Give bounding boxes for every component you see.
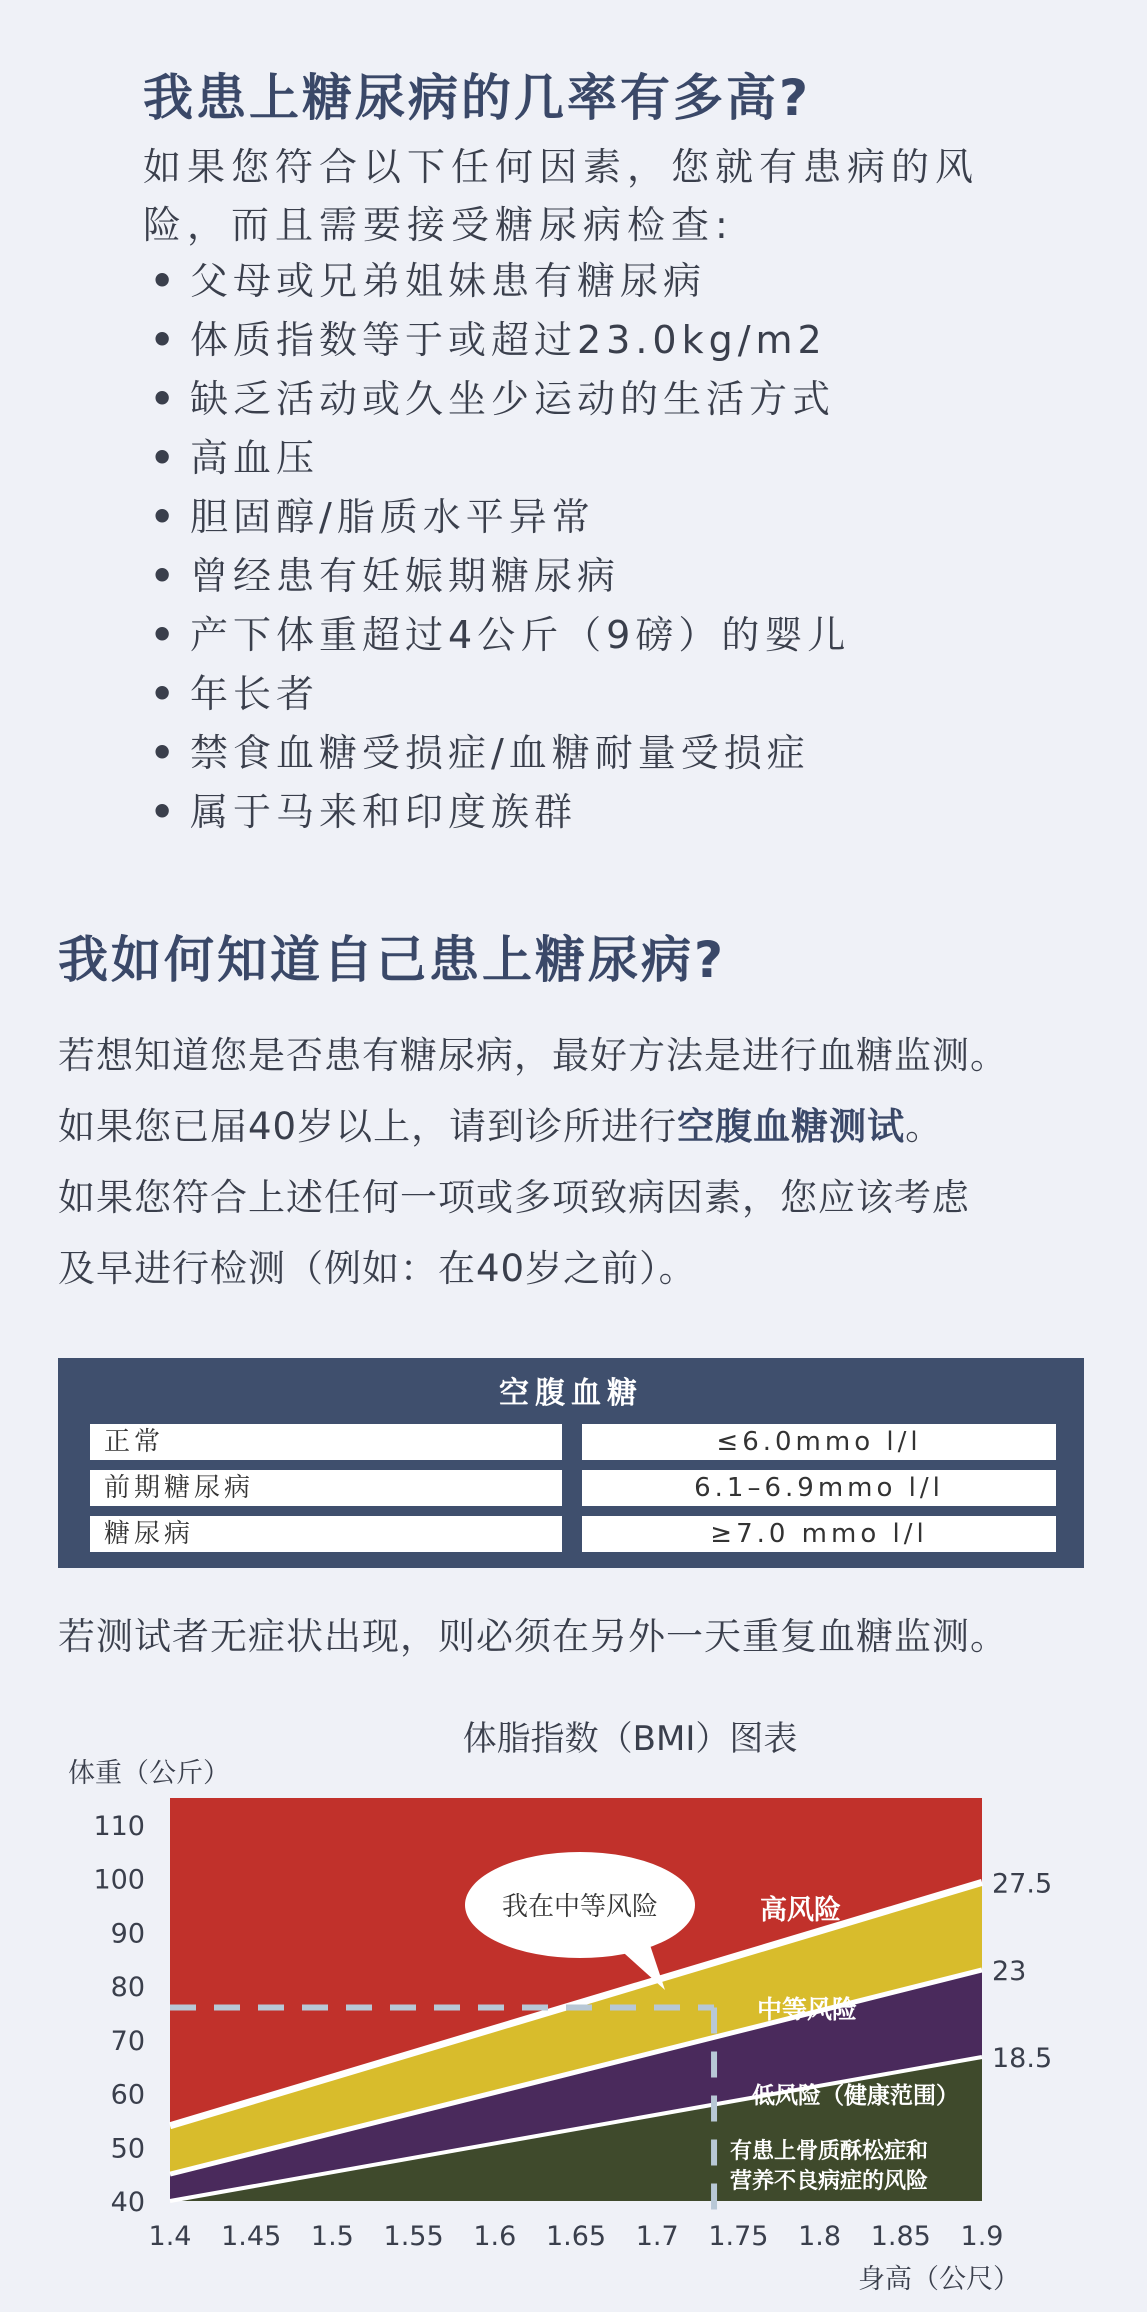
y-axis-label: 体重（公斤）	[68, 1758, 230, 1789]
bullet-icon: •	[150, 495, 180, 539]
zone-label-medium: 中等风险	[757, 1995, 858, 2024]
x-tick-label: 1.6	[473, 2221, 517, 2252]
bullet-icon: •	[150, 613, 180, 657]
diagnosis-line: 若想知道您是否患有糖尿病，最好方法是进行血糖监测。	[58, 1034, 1008, 1077]
table-cell-value: ≤6.0mmo l/l	[582, 1424, 1056, 1460]
zone-label-low: 低风险（健康范围）	[752, 2083, 959, 2109]
y-tick-label: 70	[110, 2025, 145, 2057]
list-item	[150, 724, 850, 783]
x-tick-label: 1.4	[148, 2221, 192, 2252]
risk-factor-text: 胆固醇/脂质水平异常	[190, 495, 595, 539]
table-cell-label: 正常	[90, 1424, 562, 1460]
bullet-icon: •	[150, 731, 180, 775]
section-title-diagnosis: 我如何知道自己患上糖尿病?	[58, 931, 727, 989]
diagnosis-line: 及早进行检测（例如：在40岁之前）。	[58, 1247, 697, 1290]
bullet-icon: •	[150, 672, 180, 716]
table-cell-label: 前期糖尿病	[90, 1470, 562, 1506]
risk-factor-text: 体质指数等于或超过23.0kg/m2	[190, 318, 827, 362]
x-axis-label: 身高（公尺）	[858, 2264, 1020, 2295]
y-tick-label: 40	[110, 2187, 145, 2218]
risk-intro-line: 险，而且需要接受糖尿病检查:	[143, 203, 734, 247]
y-tick-label: 80	[110, 1972, 145, 2004]
risk-factor-text: 曾经患有妊娠期糖尿病	[190, 554, 621, 598]
y-tick-label: 50	[110, 2133, 145, 2165]
bullet-icon: •	[150, 554, 180, 598]
zone-label-underweight: 有患上骨质酥松症和	[730, 2139, 929, 2164]
x-tick-label: 1.75	[708, 2221, 769, 2252]
list-item	[150, 429, 850, 488]
diagnosis-text: 。	[905, 1105, 944, 1148]
list-item	[150, 252, 850, 311]
risk-factor-list	[150, 252, 850, 842]
chart-title: 体脂指数（BMI）图表	[462, 1719, 798, 1759]
list-item	[150, 665, 850, 724]
section-title-risk: 我患上糖尿病的几率有多高?	[143, 69, 812, 127]
bmi-boundary-label: 23	[992, 1955, 1027, 1987]
table-title: 空腹血糖	[499, 1376, 643, 1411]
risk-factor-text: 禁食血糖受损症/血糖耐量受损症	[190, 731, 810, 775]
table-row	[90, 1516, 1056, 1552]
list-item	[150, 547, 850, 606]
list-item	[150, 370, 850, 429]
risk-factor-text: 年长者	[190, 672, 320, 716]
bullet-icon: •	[150, 259, 180, 303]
diagnosis-line: 如果您符合上述任何一项或多项致病因素，您应该考虑	[58, 1176, 970, 1219]
y-axis-ticks	[93, 1811, 145, 2218]
bullet-icon: •	[150, 377, 180, 421]
y-tick-label: 100	[93, 1864, 145, 1896]
x-tick-label: 1.9	[960, 2221, 1004, 2252]
risk-factor-text: 高血压	[190, 436, 320, 480]
table-cell-value: 6.1–6.9mmo l/l	[582, 1470, 1056, 1506]
x-tick-label: 1.7	[635, 2221, 679, 2252]
diagnosis-paragraph	[58, 1020, 1118, 1304]
risk-factor-text: 父母或兄弟姐妹患有糖尿病	[190, 259, 707, 303]
retest-note: 若测试者无症状出现，则必须在另外一天重复血糖监测。	[58, 1615, 1008, 1658]
x-tick-label: 1.55	[383, 2221, 444, 2252]
fasting-test-emphasis: 空腹血糖测试	[677, 1105, 906, 1148]
risk-factor-text: 缺乏活动或久坐少运动的生活方式	[190, 377, 836, 421]
x-tick-label: 1.65	[545, 2221, 607, 2252]
risk-intro	[143, 138, 1043, 254]
y-tick-label: 60	[110, 2079, 145, 2111]
bmi-chart	[0, 1700, 1147, 2312]
bmi-boundary-label: 27.5	[992, 1868, 1053, 1900]
y-tick-label: 90	[110, 1918, 145, 1950]
x-tick-label: 1.8	[798, 2221, 842, 2252]
list-item	[150, 488, 850, 547]
bmi-boundary-labels	[992, 1868, 1052, 2074]
table-row	[90, 1470, 1056, 1506]
risk-intro-line: 如果您符合以下任何因素，您就有患病的风	[143, 145, 980, 189]
bullet-icon: •	[150, 436, 180, 480]
diagnosis-line	[58, 1091, 1118, 1162]
list-item	[150, 311, 850, 370]
zone-label-high: 高风险	[760, 1895, 841, 1926]
x-tick-label: 1.5	[310, 2221, 354, 2252]
callout-text: 我在中等风险	[501, 1892, 659, 1922]
x-tick-label: 1.85	[870, 2221, 931, 2252]
table-row	[90, 1424, 1056, 1460]
table-cell-value: ≥7.0 mmo l/l	[582, 1516, 1056, 1552]
zone-label-underweight: 营养不良病症的风险	[730, 2169, 929, 2194]
y-tick-label: 110	[93, 1810, 145, 1842]
diagnosis-text: 如果您已届40岁以上，请到诊所进行	[58, 1105, 678, 1148]
bullet-icon: •	[150, 318, 180, 362]
fasting-glucose-table	[58, 1358, 1084, 1568]
table-cell-label: 糖尿病	[90, 1516, 562, 1552]
x-tick-label: 1.45	[221, 2221, 282, 2252]
bullet-icon: •	[150, 790, 180, 834]
risk-factor-text: 产下体重超过4公斤（9磅）的婴儿	[190, 613, 851, 657]
risk-factor-text: 属于马来和印度族群	[190, 790, 578, 834]
list-item	[150, 606, 850, 665]
x-axis-ticks	[149, 2221, 1004, 2252]
bmi-boundary-label: 18.5	[992, 2042, 1053, 2074]
list-item	[150, 783, 850, 842]
